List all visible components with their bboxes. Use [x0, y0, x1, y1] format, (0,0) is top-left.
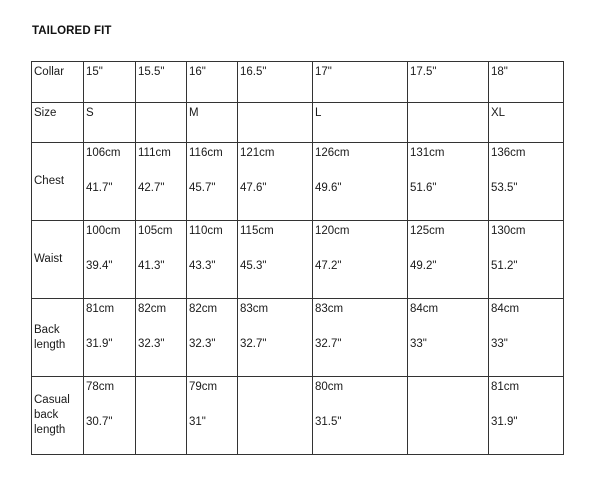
back-length-cell: 82cm 32.3" [187, 299, 238, 377]
casual-back-length-cell: 81cm 31.9" [489, 377, 564, 455]
row-label-size: Size [32, 103, 84, 143]
size-cell: XL [489, 103, 564, 143]
collar-cell: 16.5" [238, 62, 313, 103]
collar-cell: 16" [187, 62, 238, 103]
table-row-casual-back-length [32, 377, 564, 455]
back-length-cell: 83cm 32.7" [238, 299, 313, 377]
back-length-cell: 83cm 32.7" [313, 299, 408, 377]
collar-cell: 15.5" [136, 62, 187, 103]
casual-back-length-cell [238, 377, 313, 455]
size-cell: L [313, 103, 408, 143]
table-row-collar [32, 62, 564, 103]
collar-cell: 15" [84, 62, 136, 103]
row-label-collar: Collar [32, 62, 84, 103]
row-label-waist: Waist [32, 221, 84, 299]
row-label-casual-back-length: Casual back length [32, 377, 84, 455]
waist-cell: 125cm 49.2" [408, 221, 489, 299]
chest-cell: 136cm 53.5" [489, 143, 564, 221]
row-label-back-length: Back length [32, 299, 84, 377]
waist-cell: 110cm 43.3" [187, 221, 238, 299]
waist-cell: 115cm 45.3" [238, 221, 313, 299]
table-row-size [32, 103, 564, 143]
casual-back-length-cell: 78cm 30.7" [84, 377, 136, 455]
table-row-waist [32, 221, 564, 299]
back-length-cell: 81cm 31.9" [84, 299, 136, 377]
collar-cell: 17" [313, 62, 408, 103]
size-cell [136, 103, 187, 143]
chest-cell: 121cm 47.6" [238, 143, 313, 221]
page-title: TAILORED FIT [32, 25, 112, 37]
collar-cell: 18" [489, 62, 564, 103]
table-row-back-length [32, 299, 564, 377]
chest-cell: 111cm 42.7" [136, 143, 187, 221]
chest-cell: 131cm 51.6" [408, 143, 489, 221]
size-cell [408, 103, 489, 143]
back-length-cell: 84cm 33" [408, 299, 489, 377]
waist-cell: 100cm 39.4" [84, 221, 136, 299]
casual-back-length-cell [408, 377, 489, 455]
size-cell [238, 103, 313, 143]
chest-cell: 106cm 41.7" [84, 143, 136, 221]
row-label-chest: Chest [32, 143, 84, 221]
waist-cell: 130cm 51.2" [489, 221, 564, 299]
size-cell: S [84, 103, 136, 143]
casual-back-length-cell [136, 377, 187, 455]
waist-cell: 105cm 41.3" [136, 221, 187, 299]
back-length-cell: 82cm 32.3" [136, 299, 187, 377]
size-chart-table [31, 61, 564, 455]
waist-cell: 120cm 47.2" [313, 221, 408, 299]
size-cell: M [187, 103, 238, 143]
table-row-chest [32, 143, 564, 221]
chest-cell: 126cm 49.6" [313, 143, 408, 221]
collar-cell: 17.5" [408, 62, 489, 103]
chest-cell: 116cm 45.7" [187, 143, 238, 221]
back-length-cell: 84cm 33" [489, 299, 564, 377]
casual-back-length-cell: 80cm 31.5" [313, 377, 408, 455]
casual-back-length-cell: 79cm 31" [187, 377, 238, 455]
